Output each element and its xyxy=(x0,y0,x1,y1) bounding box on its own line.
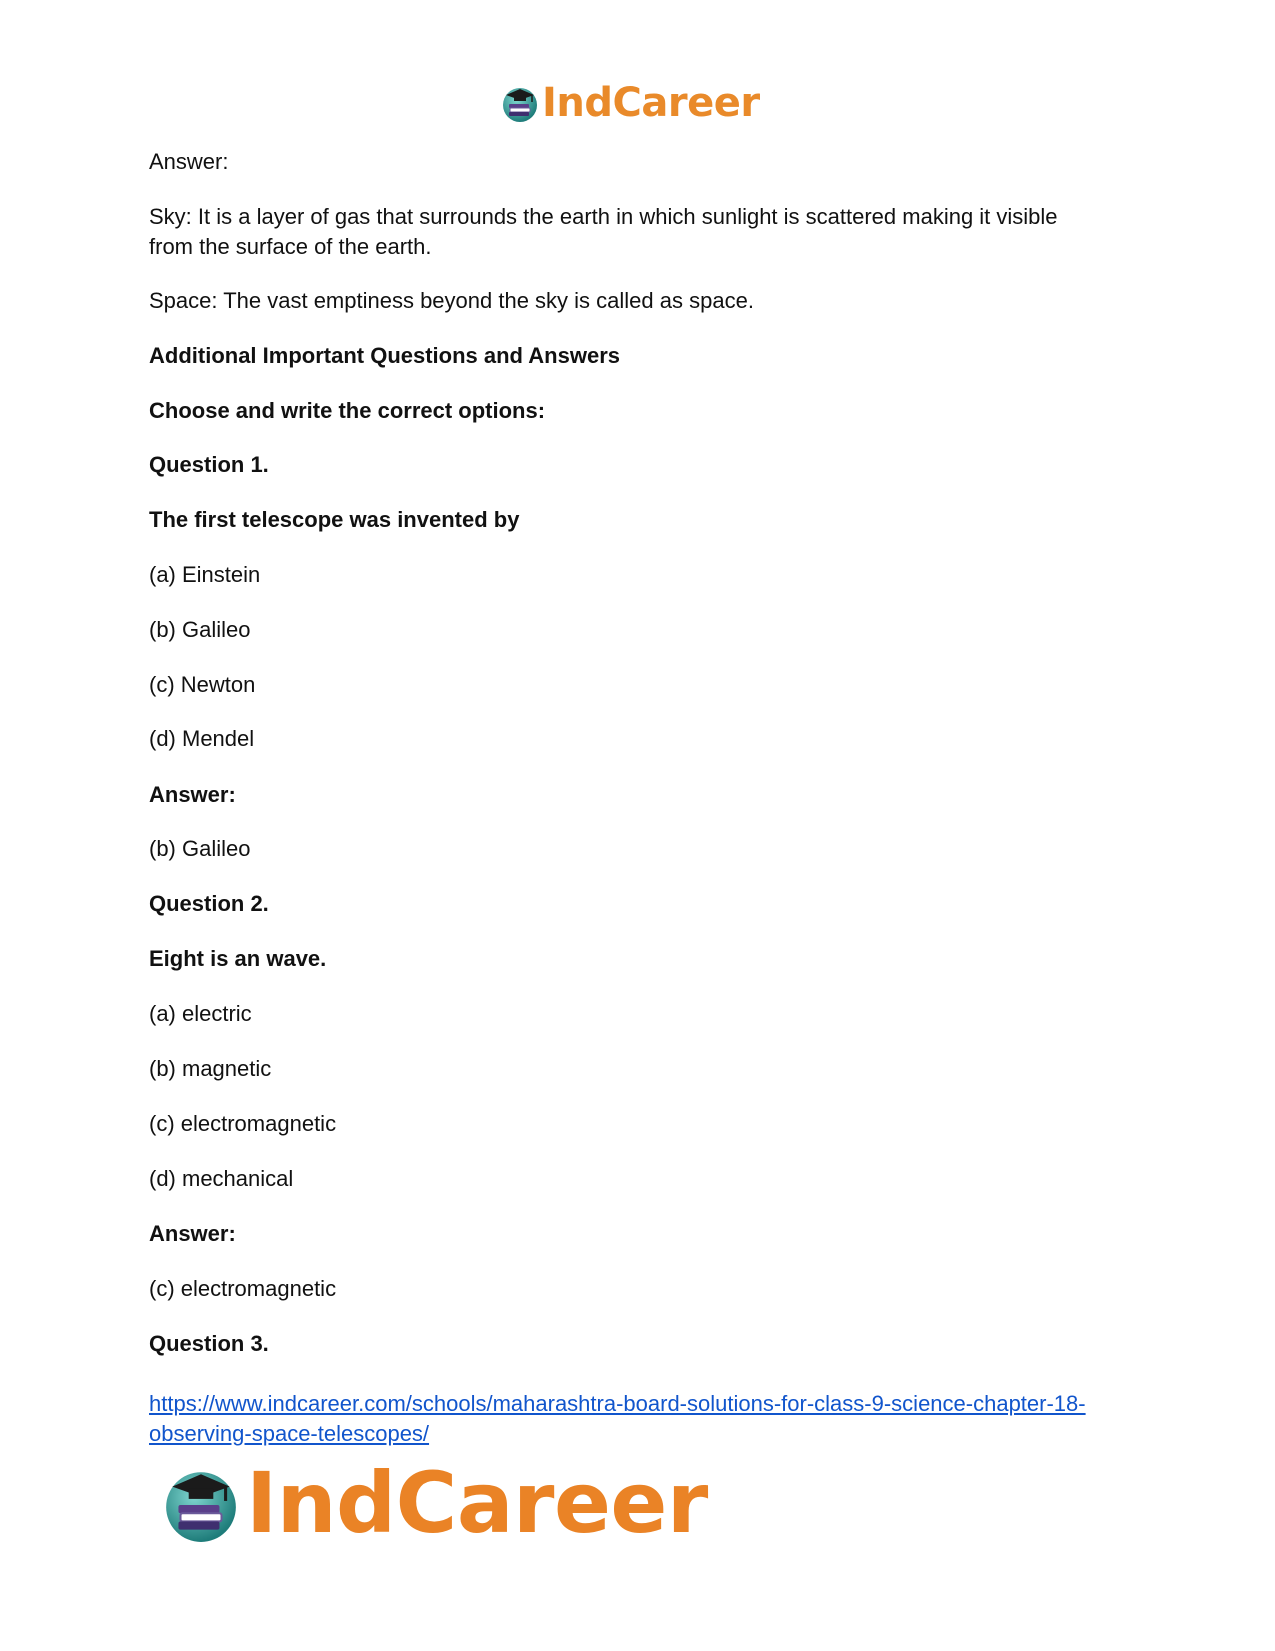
footer-logo xyxy=(160,1454,708,1552)
question-1-answer: (b) Galileo xyxy=(149,836,251,861)
question-1-option-c: (c) Newton xyxy=(149,672,256,697)
instruction-heading: Choose and write the correct options: xyxy=(149,398,546,423)
source-url-link[interactable] xyxy=(149,1389,1139,1449)
question-2-option-a: (a) electric xyxy=(149,1001,252,1026)
question-2-option-d: (d) mechanical xyxy=(149,1166,294,1191)
question-2-option-b: (b) magnetic xyxy=(149,1056,272,1081)
question-1-option-a: (a) Einstein xyxy=(149,562,261,587)
question-1-answer-label: Answer: xyxy=(149,782,236,807)
question-1-option-d: (d) Mendel xyxy=(149,726,255,751)
question-2-answer: (c) electromagnetic xyxy=(149,1276,337,1301)
space-definition: Space: The vast emptiness beyond the sky is called as space. xyxy=(149,288,754,313)
question-2-label: Question 2. xyxy=(149,891,269,916)
brand-name-large: IndCareer xyxy=(246,1454,708,1552)
question-1-label: Question 1. xyxy=(149,452,269,477)
source-url-line-1: https://www.indcareer.com/schools/maharashtra-board-solutions-for-class-9-science-chapter-18- xyxy=(149,1391,1086,1416)
question-3-label: Question 3. xyxy=(149,1331,269,1356)
sky-definition-line-2: from the surface of the earth. xyxy=(149,234,432,259)
question-2-answer-label: Answer: xyxy=(149,1221,236,1246)
header-logo xyxy=(500,78,760,128)
source-url-line-2: observing-space-telescopes/ xyxy=(149,1421,430,1446)
graduation-book-icon xyxy=(500,83,540,123)
question-1-option-b: (b) Galileo xyxy=(149,617,251,642)
sky-definition-line-1: Sky: It is a layer of gas that surrounds the earth in which sunlight is scattered making it visible xyxy=(149,204,1058,229)
question-1-text: The first telescope was invented by xyxy=(149,507,520,532)
section-heading: Additional Important Questions and Answers xyxy=(149,343,621,368)
brand-name: IndCareer xyxy=(542,80,760,126)
question-2-option-c: (c) electromagnetic xyxy=(149,1111,337,1136)
graduation-book-icon xyxy=(160,1462,242,1544)
question-2-text: Eight is an wave. xyxy=(149,946,327,971)
answer-label: Answer: xyxy=(149,149,229,174)
